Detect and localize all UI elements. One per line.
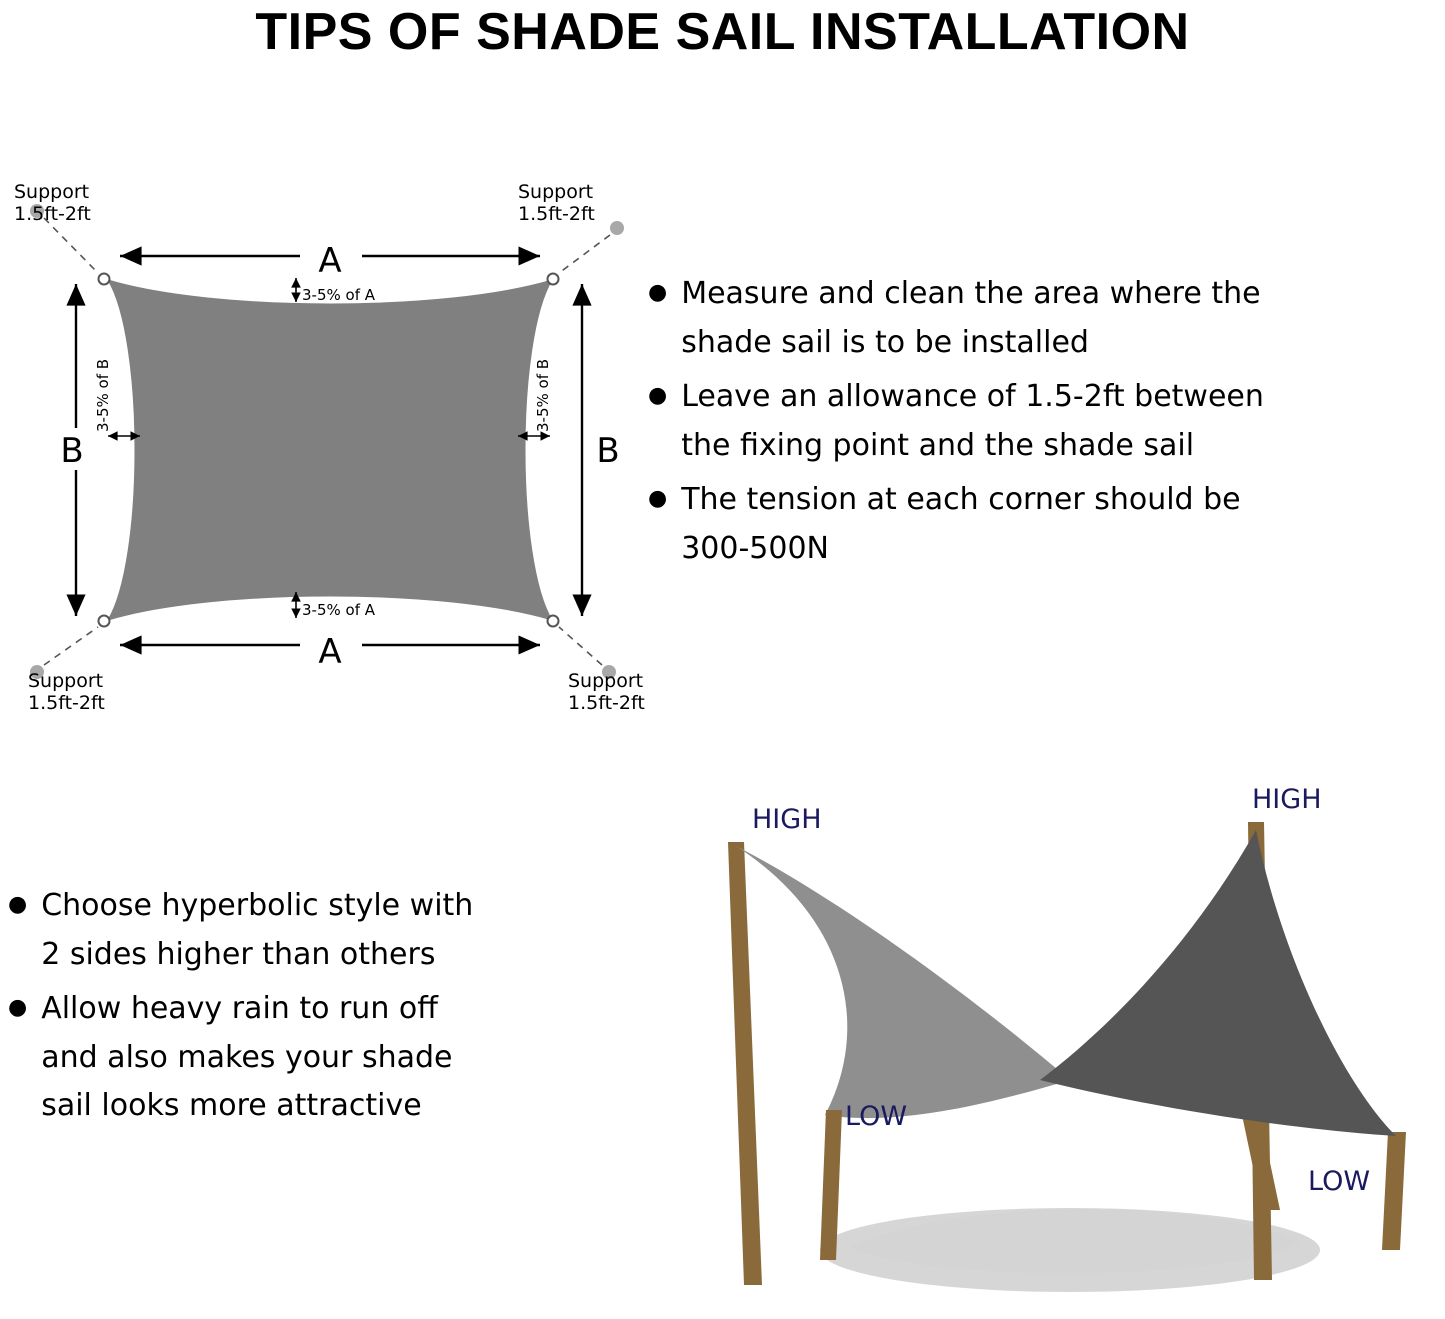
rectangle-sail-diagram	[0, 160, 660, 740]
bullet-icon: ●	[8, 892, 28, 917]
list-item	[648, 373, 1445, 470]
list-item-text	[41, 882, 473, 979]
label-high-right: HIGH	[1252, 784, 1322, 815]
svg-text:Support: Support	[14, 181, 90, 203]
list-item	[648, 476, 1445, 573]
list-item-line: 300-500N	[681, 530, 829, 566]
svg-text:3-5% of A: 3-5% of A	[302, 601, 376, 619]
list-item	[648, 270, 1445, 367]
list-item-line: the fixing point and the shade sail	[681, 427, 1195, 463]
list-item-text	[681, 270, 1260, 367]
installation-tips-list	[648, 270, 1445, 580]
list-item-line: The tension at each corner should be	[681, 482, 1241, 518]
svg-text:Support: Support	[518, 181, 594, 203]
svg-text:Support: Support	[568, 670, 644, 692]
label-low-right: LOW	[1308, 1166, 1371, 1197]
hyperbolic-style-list	[0, 882, 630, 1137]
svg-text:3-5% of B: 3-5% of B	[94, 358, 112, 432]
list-item-line: sail looks more attractive	[41, 1088, 422, 1124]
list-item-text	[681, 373, 1264, 470]
list-item-line: shade sail is to be installed	[681, 324, 1089, 360]
list-item-line: and also makes your shade	[41, 1039, 453, 1075]
svg-text:3-5% of A: 3-5% of A	[302, 286, 376, 304]
svg-text:B: B	[596, 431, 620, 471]
svg-text:B: B	[60, 431, 84, 471]
list-item-line: 2 sides higher than others	[41, 936, 436, 972]
hyperbolic-sail-illustration	[640, 780, 1445, 1319]
list-item	[0, 985, 630, 1131]
bullet-icon: ●	[8, 995, 28, 1021]
svg-text:A: A	[318, 241, 342, 281]
svg-text:1.5ft-2ft: 1.5ft-2ft	[14, 203, 91, 225]
bullet-icon: ●	[648, 486, 668, 512]
list-item-line: Allow heavy rain to run off	[41, 991, 438, 1027]
list-item-line: Measure and clean the area where the	[681, 276, 1261, 311]
list-item-text	[41, 985, 452, 1131]
svg-text:1.5ft-2ft: 1.5ft-2ft	[28, 692, 105, 714]
svg-text:1.5ft-2ft: 1.5ft-2ft	[568, 692, 645, 714]
svg-text:Support: Support	[28, 670, 104, 692]
svg-text:1.5ft-2ft: 1.5ft-2ft	[518, 203, 595, 225]
label-low-left: LOW	[845, 1101, 908, 1132]
page-title: TIPS OF SHADE SAIL INSTALLATION	[255, 3, 1190, 61]
list-item	[0, 882, 630, 979]
label-high-left: HIGH	[752, 804, 822, 835]
bullet-icon: ●	[648, 383, 668, 409]
svg-text:3-5% of B: 3-5% of B	[534, 358, 552, 432]
list-item-text	[681, 476, 1240, 573]
svg-text:A: A	[318, 632, 342, 672]
list-item-line: Leave an allowance of 1.5-2ft between	[681, 379, 1264, 415]
bullet-icon: ●	[648, 280, 668, 305]
list-item-line: Choose hyperbolic style with	[41, 888, 474, 923]
